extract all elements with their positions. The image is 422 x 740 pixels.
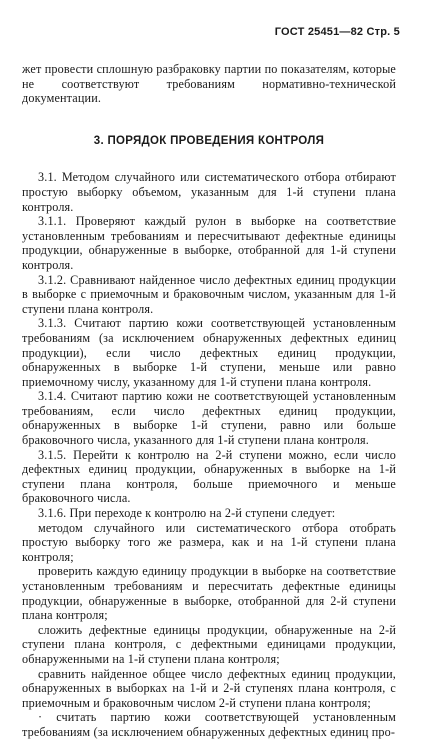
- section-title: 3. ПОРЯДОК ПРОВЕДЕНИЯ КОНТРОЛЯ: [93, 134, 325, 147]
- paragraph-3-1-5: 3.1.5. Перейти к контролю на 2-й ступени можно, если число дефектных единиц продукции, обнаруженных в выборке на 1-й ступени плана контроля, больше приемочного и меньше браковочного числа.: [22, 447, 396, 506]
- list-item-check-units: проверить каждую единицу продукции в выборке на соответствие установленным требованиям и пересчитать дефектные единицы продукции, обнаруженные в выборке, отобранной для 2-й ступени плана контроля;: [22, 564, 396, 623]
- running-head: ГОСТ 25451—82 Стр. 5: [274, 26, 400, 38]
- list-item-compare-totals: сравнить найденное общее число дефектных единиц продукции, обнаруженных в выборках на 1-й и 2-й ступенях плана контроля, с приемочным и браковочным числом 2-й ступени плана контроля;: [22, 666, 396, 710]
- paragraph-continuation: жет провести сплошную разбраковку партии по показателям, которые не соответствуют требованиям нормативно-технической документации.: [22, 62, 396, 106]
- paragraph-3-1-3: 3.1.3. Считают партию кожи соответствующей установленным требованиям (за исключением обнаруженных дефектных единиц продукции), если число дефектных единиц продукции, обнаруженных в выборке 1-й ступени, меньше или равно приемочному числу, указанному для 1-й ступени плана контроля.: [22, 316, 396, 389]
- paragraph-3-1-2: 3.1.2. Сравнивают найденное число дефектных единиц продукции в выборке с приемочным и браковочным числом, указанным для 1-й ступени плана контроля.: [22, 272, 396, 316]
- paragraph-3-1-6: 3.1.6. При переходе к контролю на 2-й ступени следует:: [38, 506, 336, 521]
- list-item-sum-defects: сложить дефектные единицы продукции, обнаруженные на 2-й ступени плана контроля, с дефектными единицами продукции, обнаруженными на 1-й ступени плана контроля;: [22, 622, 396, 666]
- paragraph-3-1: 3.1. Методом случайного или систематического отбора отбирают простую выборку объемом, указанным для 1-й ступени плана контроля.: [22, 170, 396, 214]
- page-body: [22, 62, 396, 740]
- list-item-select-sample: методом случайного или систематического отбора отобрать простую выборку того же размера, как и на 1-й ступени плана контроля;: [22, 520, 396, 564]
- list-item-accept-lot: · считать партию кожи соответствующей установленным требованиям (за исключением обнаруженных дефектных единиц про-: [22, 710, 396, 739]
- paragraph-3-1-4: 3.1.4. Считают партию кожи не соответствующей установленным требованиям, если число дефектных единиц продукции, обнаруженных в выборке 1-й ступени, равно или больше браковочного числа, указанного для 1-й ступени плана контроля.: [22, 389, 396, 448]
- paragraph-3-1-1: 3.1.1. Проверяют каждый рулон в выборке на соответствие установленным требованиям и пересчитывают дефектные единицы продукции, обнаруженные в выборке, отобранной для 1-й ступени контроля.: [22, 214, 396, 272]
